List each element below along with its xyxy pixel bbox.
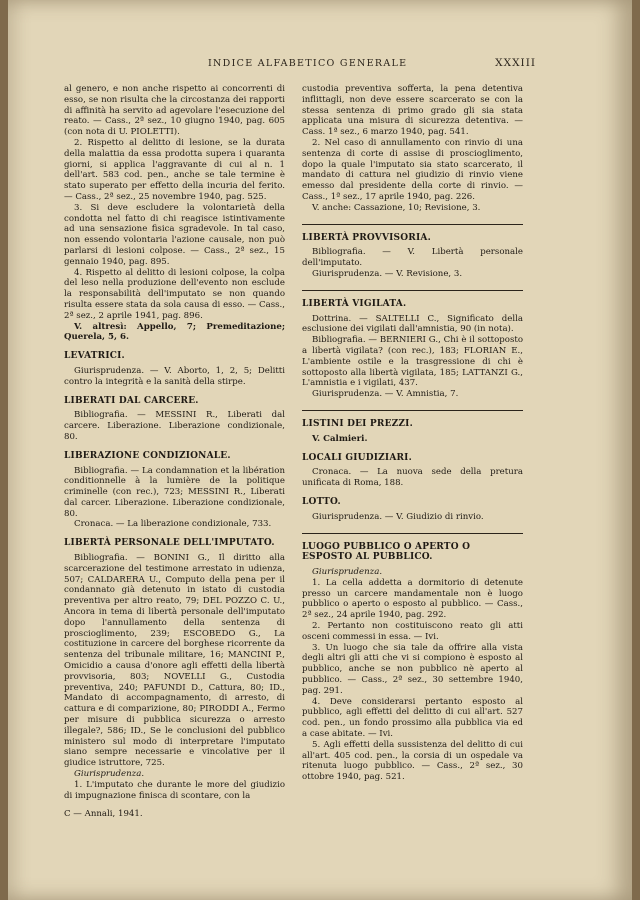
entry-text: Giurisprudenza. — V. Aborto, 1, 2, 5; Delitti contro la integrità e la sanità della stirpe.: [64, 365, 285, 387]
entry-heading-listini: LISTINI DEI PREZZI.: [302, 418, 413, 429]
entry-item: 1. L'imputato che durante le more del giudizio di impugnazione finisca di scontare, con la: [64, 779, 285, 801]
entry-heading-provvisoria: LIBERTÀ PROVVISORIA.: [302, 232, 431, 243]
entry-giurisprudenza: Giurisprudenza.: [312, 567, 383, 578]
entry-giurisprudenza: Giurisprudenza. — V. Amnistia, 7.: [312, 389, 459, 400]
continued-paragraph: al genero, e non anche rispetto ai concorrenti di esso, se non risulta che la circostanza dei rapporti di affinità ha servito ad agevolare l'esecuzione del reato. — Cass., 2ª sez., 10 giugno 1940, pag. 605 (con nota di U. PIOLETTI).: [64, 84, 285, 138]
entry-item: 1. La cella addetta a dormitorio di detenute presso un carcere mandamentale non è luogo pubblico o aperto o esposto al pubblico. — Cass., 2ª sez., 24 aprile 1940, pag. 292.: [302, 577, 523, 621]
entry-heading-luogo: LUOGO PUBBLICO O APERTO O ESPOSTO AL PUBBLICO.: [302, 541, 471, 563]
entry-heading-lotto: LOTTO.: [302, 496, 341, 507]
entry-giurisprudenza: Giurisprudenza. — V. Revisione, 3.: [312, 268, 463, 279]
entry-text: V. Calmieri.: [312, 433, 368, 444]
entry-bibliography: Bibliografia. — La condamnation et la libération conditionnelle à la lumière de la politique criminelle (con rec.), 723; MESSINI R., Liberati dal carcer. Liberazione. Liberazione condizionale, 80.: [64, 465, 285, 519]
entry-item: 4. Deve considerarsi pertanto esposto al pubblico, agli effetti del delitto di cui all'art. 527 cod. pen., un fondo prossimo alla pubblica via ed a case abitate. — Ivi.: [302, 696, 523, 740]
section-rule: [302, 224, 523, 225]
entry-item: 2. Rispetto al delitto di lesione, se la durata della malattia da essa prodotta supera i quaranta giorni, si applica l'aggravante di cui al n. 1 dell'art. 583 cod. pen., anche se tale termine è stato superato per effetto della incuria del ferito. — Cass., 2ª sez., 25 novembre 1940, pag. 525.: [64, 137, 285, 202]
entry-heading-locali: LOCALI GIUDIZIARI.: [302, 452, 412, 463]
continued-paragraph: custodia preventiva sofferta, la pena detentiva inflittagli, non deve essere scarcerato se con la stessa sentenza di primo grado gli sia stata applicata una misura di sicurezza detentiva. — Cass. 1ª sez., 6 marzo 1940, pag. 541.: [302, 84, 523, 138]
entry-item: 2. Pertanto non costituiscono reato gli atti osceni commessi in essa. — Ivi.: [302, 621, 523, 642]
see-also: V. anche: Cassazione, 10; Revisione, 3.: [312, 202, 481, 213]
section-rule: [302, 290, 523, 291]
entry-dottrina: Dottrina. — SALTELLI C., Significato della esclusione dei vigilati dall'amnistia, 90 (in nota).: [302, 313, 523, 335]
entry-heading-levatrici: LEVATRICI.: [64, 351, 125, 362]
entry-cronaca: Cronaca. — La liberazione condizionale, 733.: [74, 519, 272, 530]
entry-giurisprudenza: Giurisprudenza.: [74, 769, 145, 780]
entry-item: 3. Un luogo che sia tale da offrire alla vista degli altri gli atti che vi si compiono è esposto al pubblico, anche se non pubblico nè aperto al pubblico. — Cass., 2ª sez., 30 settembre 1940, pag. 291.: [302, 642, 523, 696]
entry-item: 3. Si deve escludere la volontarietà della condotta nel fatto di chi reagisce istintivamente ad una sensazione fisica sgradevole. In tal caso, non essendo volontaria l'azione causale, non può parlarsi di lesioni colpose. — Cass., 2ª sez., 15 gennaio 1940, pag. 895.: [64, 202, 285, 267]
entry-bibliography: Bibliografia. — BERNIERI G., Chi è il sottoposto a libertà vigilata? (con rec.), 183; FLORIAN E., L'ambiente ostile e la trasgressione di chi è sottoposto alla libertà vigilata, 185; LATTANZI G., L'amnistia e i vigilati, 437.: [302, 335, 523, 389]
page-number: XXXIII: [495, 57, 536, 69]
entry-text: Bibliografia. — MESSINI R., Liberati dal carcere. Liberazione. Liberazione condizionale, 80.: [64, 410, 285, 442]
section-rule: [302, 410, 523, 411]
entry-item: 5. Agli effetti della sussistenza del delitto di cui all'art. 405 cod. pen., la corsia di un ospedale va ritenuta luogo pubblico. — Cass., 2ª sez., 30 ottobre 1940, pag. 521.: [302, 739, 523, 783]
entry-text: Giurisprudenza. — V. Giudizio di rinvio.: [312, 511, 484, 522]
entry-heading-vigilata: LIBERTÀ VIGILATA.: [302, 298, 407, 309]
right-column: [302, 84, 523, 783]
entry-bibliography: Bibliografia. — BONINI G., Il diritto alla scarcerazione del testimone arrestato in udienza, 507; CALDARERA U., Computo della pena per il condannato già detenuto in istato di custodia preventiva per altro reato, 79; DEL POZZO C. U., Ancora in tema di libertà personale dell'imputato dopo l'annullamento della sentenza di proscioglimento, 239; ESCOBEDO G., La costituzione in carcere del borghese ricorrente da sentenza del tribunale militare, 16; MANCINI P., Omicidio a causa d'onore agli effetti della libertà provvisoria, 803; NOVELLI G., Custodia preventiva, 240; PAFUNDI D., Cattura, 80; ID., Mandato di accompagnamento, di arresto, di cattura e di comparizione, 80; PIRODDI A., Fermo per misure di pubblica sicurezza o arresto illegale?, 586; ID., Se le conclusioni del pubblico ministero sul modo di interpretare l'imputato siano sempre necessarie e vincolative per il giudice istruttore, 725.: [64, 553, 285, 769]
entry-heading-liberta: LIBERTÀ PERSONALE DELL'IMPUTATO.: [64, 538, 275, 549]
left-column: [64, 84, 285, 820]
document-page: [8, 0, 632, 900]
entry-heading-liberati: LIBERATI DAL CARCERE.: [64, 395, 199, 406]
section-rule: [302, 533, 523, 534]
entry-item: 2. Nel caso di annullamento con rinvio di una sentenza di corte di assise di proscioglimento, dopo la quale l'imputato sia stato scarcerato, il mandato di cattura nel giudizio di rinvio viene emesso dal presidente della corte di rinvio. — Cass., 1ª sez., 17 aprile 1940, pag. 226.: [302, 137, 523, 202]
entry-text: Cronaca. — La nuova sede della pretura unificata di Roma, 188.: [302, 467, 523, 489]
entry-item: 4. Rispetto al delitto di lesioni colpose, la colpa del leso nella produzione dell'evento non esclude la responsabilità dell'imputato se non quando risulta essere stata da sola causa di esso. — Cass., 2ª sez., 2 aprile 1941, pag. 896.: [64, 267, 285, 321]
see-also: V. altresì: Appello, 7; Premeditazione; Querela, 5, 6.: [64, 321, 285, 343]
header-title: INDICE ALFABETICO GENERALE: [208, 58, 408, 69]
page-footer: C — Annali, 1941.: [64, 809, 143, 820]
entry-heading-liberazione: LIBERAZIONE CONDIZIONALE.: [64, 450, 231, 461]
entry-bibliography: Bibliografia. — V. Libertà personale dell'imputato.: [302, 247, 523, 269]
